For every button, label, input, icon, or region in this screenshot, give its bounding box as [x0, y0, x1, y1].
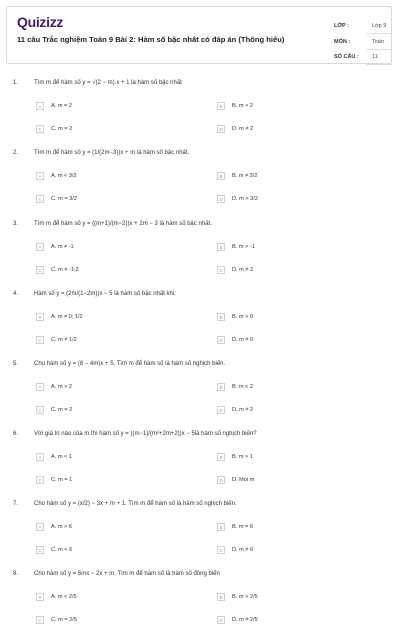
option-text: A. m < 1: [51, 454, 72, 460]
option-letter-box[interactable]: C: [36, 266, 44, 274]
option-letter-box[interactable]: C: [36, 616, 44, 624]
option-letter-box[interactable]: A: [36, 523, 44, 531]
option-letter-box[interactable]: D: [217, 125, 225, 133]
option-text: D. m ≠ 0: [232, 337, 254, 343]
option-text: B. m > 1: [232, 454, 253, 460]
option-text: B. m < 2: [232, 384, 253, 390]
option-letter-box[interactable]: D: [217, 406, 225, 414]
meta-key: SỐ CÂU :: [334, 54, 359, 60]
meta-grade: [334, 19, 390, 35]
option-text: D. m > 3/2: [232, 196, 258, 202]
meta-value: 11: [372, 54, 378, 60]
question-item: [0, 571, 400, 641]
option-letter-box[interactable]: B: [217, 593, 225, 601]
option-letter-box[interactable]: C: [36, 195, 44, 203]
meta-key: MÔN :: [334, 39, 351, 45]
question-text: Với giá trị nào của m thì hàm số y = ((m−1)/(m²+2m+2))x − 5là hàm số nghịch biến?: [34, 431, 257, 437]
question-text: Cho hàm số y = 5mx − 2x + m. Tìm m để hàm số là hàm số đồng biến: [34, 571, 220, 577]
option-letter-box[interactable]: D: [217, 546, 225, 554]
option-letter-box[interactable]: A: [36, 593, 44, 601]
option-letter-box[interactable]: C: [36, 406, 44, 414]
page-title: 11 câu Trắc nghiệm Toán 9 Bài 2: Hàm số bậc nhất có đáp án (Thông hiểu): [17, 35, 285, 44]
option-text: B. m > -1: [232, 244, 255, 250]
meta-key: LỚP :: [334, 23, 349, 29]
question-text: Cho hàm số y = (8 − 4m)x + 5. Tìm m để hàm số là hàm số nghịch biến.: [34, 361, 226, 367]
option-letter-box[interactable]: D: [217, 266, 225, 274]
option-text: B. m = 6: [232, 524, 253, 530]
option-letter-box[interactable]: A: [36, 243, 44, 251]
option-letter-box[interactable]: B: [217, 313, 225, 321]
option-text: B. m > 2/5: [232, 594, 258, 600]
option-letter-box[interactable]: C: [36, 476, 44, 484]
meta-value: Toán: [372, 39, 384, 45]
option-text: D. Mọi m: [232, 477, 255, 483]
document-header: [6, 6, 392, 64]
option-text: C. m = 3/2: [51, 196, 77, 202]
divider: [366, 33, 392, 34]
question-number: 2.: [13, 150, 19, 156]
option-letter-box[interactable]: D: [217, 616, 225, 624]
option-text: B. m > 2: [232, 103, 253, 109]
option-text: D. m ≠ 2: [232, 407, 254, 413]
question-text: Tìm m để hàm số y = (1/(2m−3))x + m là hàm số bậc nhất.: [34, 150, 190, 156]
option-text: A. m > 6: [51, 524, 72, 530]
option-letter-box[interactable]: B: [217, 453, 225, 461]
option-letter-box[interactable]: C: [36, 546, 44, 554]
question-item: [0, 291, 400, 361]
option-text: C. m = 2: [51, 407, 73, 413]
question-number: 6.: [13, 431, 19, 437]
option-letter-box[interactable]: A: [36, 313, 44, 321]
option-text: C. m = 1: [51, 477, 73, 483]
question-number: 7.: [13, 501, 19, 507]
question-number: 5.: [13, 361, 19, 367]
option-letter-box[interactable]: B: [217, 523, 225, 531]
option-text: D. m ≠ 2: [232, 267, 254, 273]
option-letter-box[interactable]: B: [217, 243, 225, 251]
question-item: [0, 150, 400, 220]
brand-logo[interactable]: Quizizz: [17, 14, 64, 30]
option-text: B. m > 0: [232, 314, 253, 320]
option-text: D. m ≠ 2/5: [232, 617, 258, 623]
option-letter-box[interactable]: B: [217, 102, 225, 110]
option-letter-box[interactable]: C: [36, 125, 44, 133]
question-item: [0, 501, 400, 571]
option-text: A. m > 2: [51, 384, 72, 390]
option-text: A. m = 2: [51, 103, 72, 109]
question-item: [0, 431, 400, 501]
option-letter-box[interactable]: A: [36, 453, 44, 461]
meta-subject: [334, 35, 390, 51]
option-text: A. m < 3/2: [51, 173, 77, 179]
option-text: D. m ≠ 2: [232, 126, 254, 132]
option-text: B. m ≠ 3/2: [232, 173, 258, 179]
question-text: Tìm m để hàm số y = ((m+1)/(m−2))x + 2m − 3 là hàm số bậc nhất.: [34, 221, 212, 227]
option-text: D. m ≠ 6: [232, 547, 254, 553]
question-number: 4.: [13, 291, 19, 297]
question-text: Hàm số y = (2m/(1−2m))x − 5 là hàm số bậc nhất khi:: [34, 291, 176, 297]
question-item: [0, 80, 400, 150]
option-letter-box[interactable]: D: [217, 195, 225, 203]
option-letter-box[interactable]: A: [36, 172, 44, 180]
option-letter-box[interactable]: D: [217, 336, 225, 344]
question-text: Cho hàm số y = (x/2) − 3x + m + 1. Tìm m để hàm số là hàm số nghịch biến.: [34, 501, 237, 507]
question-text: Tìm m để hàm số y = √(2 − m).x + 1 là hàm số bậc nhất: [34, 80, 182, 86]
option-letter-box[interactable]: A: [36, 383, 44, 391]
option-text: A. m ≠ 0; 1/2: [51, 314, 83, 320]
question-number: 3.: [13, 221, 19, 227]
option-text: A. m ≠ -1: [51, 244, 74, 250]
option-letter-box[interactable]: D: [217, 476, 225, 484]
divider: [366, 64, 392, 65]
option-letter-box[interactable]: C: [36, 336, 44, 344]
option-text: C. m = 2/5: [51, 617, 77, 623]
option-text: A. m < 2/5: [51, 594, 77, 600]
option-letter-box[interactable]: A: [36, 102, 44, 110]
meta-count: [334, 50, 390, 66]
option-text: C. m ≠ -1;2: [51, 267, 79, 273]
option-text: C. m = 2: [51, 126, 73, 132]
option-text: C. m ≠ 1/2: [51, 337, 77, 343]
meta-value: Lớp 9: [372, 23, 387, 29]
question-number: 8.: [13, 571, 19, 577]
option-letter-box[interactable]: B: [217, 172, 225, 180]
question-item: [0, 221, 400, 291]
question-number: 1.: [13, 80, 19, 86]
option-letter-box[interactable]: B: [217, 383, 225, 391]
question-item: [0, 361, 400, 431]
option-text: C. m < 6: [51, 547, 73, 553]
